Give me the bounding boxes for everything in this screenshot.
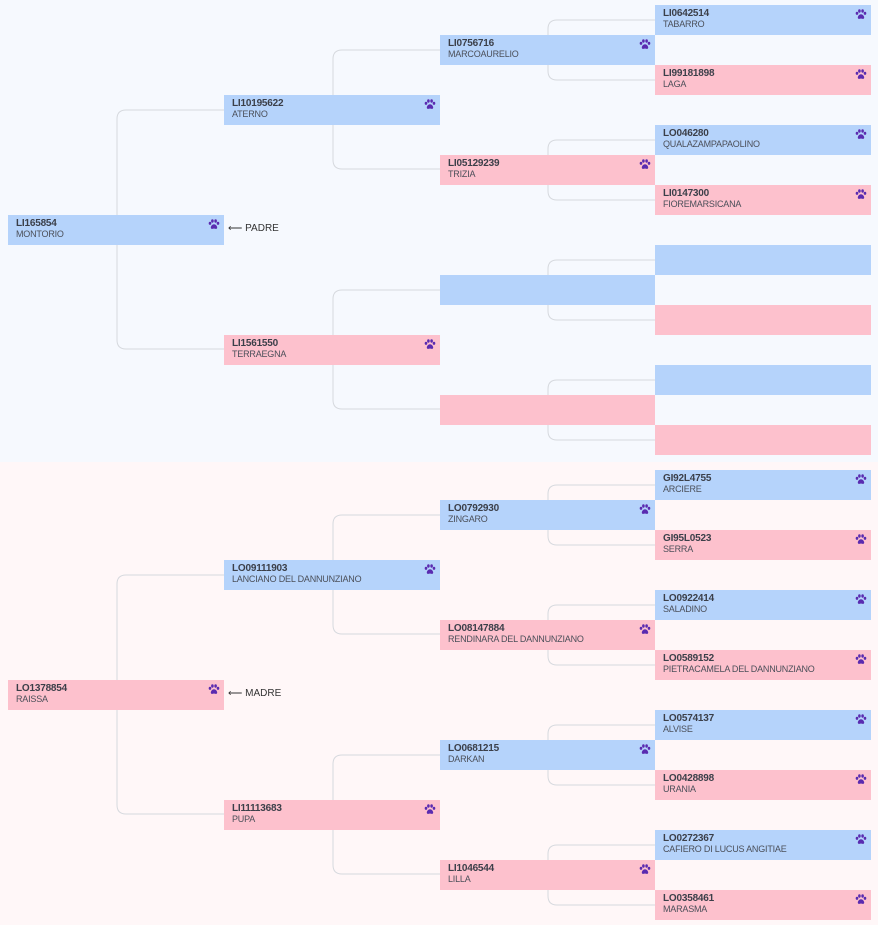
- arrow-left-icon: ⟵: [228, 688, 243, 699]
- dog-name: LAGA: [663, 79, 687, 89]
- registration-number: LI0756716: [448, 38, 495, 49]
- paw-icon[interactable]: [855, 834, 867, 845]
- pedigree-card-granddam[interactable]: [440, 860, 655, 890]
- registration-number: LI165854: [16, 218, 57, 229]
- registration-number: LO0589152: [663, 653, 715, 664]
- dog-name: RENDINARA DEL DANNUNZIANO: [448, 634, 584, 644]
- dog-name: MARCOAURELIO: [448, 49, 519, 59]
- registration-number: LO09111903: [232, 563, 288, 574]
- registration-number: LO1378854: [16, 683, 68, 694]
- dog-name: ARCIERE: [663, 484, 702, 494]
- pedigree-card-grandsire[interactable]: [440, 500, 655, 530]
- registration-number: LO0681215: [448, 743, 500, 754]
- dog-name: URANIA: [663, 784, 696, 794]
- pedigree-card-great-granddam[interactable]: [655, 65, 871, 95]
- dam-marker: [228, 688, 281, 700]
- sire-marker: [228, 223, 279, 235]
- pedigree-card-dam[interactable]: [224, 335, 440, 365]
- dog-name: LANCIANO DEL DANNUNZIANO: [232, 574, 362, 584]
- pedigree-card-great-grandsire[interactable]: [655, 470, 871, 500]
- pedigree-card-empty: [655, 305, 871, 335]
- pedigree-card-great-granddam[interactable]: [655, 650, 871, 680]
- registration-number: LO0792930: [448, 503, 500, 514]
- paw-icon[interactable]: [855, 714, 867, 725]
- pedigree-card-great-granddam[interactable]: [655, 185, 871, 215]
- paw-icon[interactable]: [208, 219, 220, 230]
- registration-number: LI0147300: [663, 188, 710, 199]
- registration-number: LI1046544: [448, 863, 495, 874]
- dog-name: PUPA: [232, 814, 256, 824]
- dog-name: TERRAEGNA: [232, 349, 287, 359]
- sire-label: PADRE: [245, 223, 279, 234]
- paw-icon[interactable]: [208, 684, 220, 695]
- registration-number: LO08147884: [448, 623, 505, 634]
- dog-name: PIETRACAMELA DEL DANNUNZIANO: [663, 664, 815, 674]
- pedigree-card-great-grandsire[interactable]: [655, 5, 871, 35]
- dog-name: LILLA: [448, 874, 471, 884]
- paw-icon[interactable]: [855, 9, 867, 20]
- pedigree-card-empty: [655, 365, 871, 395]
- paw-icon[interactable]: [639, 624, 651, 635]
- dog-name: QUALAZAMPAPAOLINO: [663, 139, 760, 149]
- paw-icon[interactable]: [639, 744, 651, 755]
- paw-icon[interactable]: [424, 804, 436, 815]
- paw-icon[interactable]: [855, 474, 867, 485]
- registration-number: LO0272367: [663, 833, 715, 844]
- dog-name: ATERNO: [232, 109, 268, 119]
- paw-icon[interactable]: [639, 39, 651, 50]
- registration-number: LO0428898: [663, 773, 715, 784]
- pedigree-card-empty: [655, 245, 871, 275]
- paw-icon[interactable]: [855, 534, 867, 545]
- registration-number: LO0358461: [663, 893, 715, 904]
- pedigree-card-empty: [655, 425, 871, 455]
- paw-icon[interactable]: [855, 69, 867, 80]
- registration-number: LI1561550: [232, 338, 279, 349]
- dog-name: MONTORIO: [16, 229, 64, 239]
- paw-icon[interactable]: [639, 864, 651, 875]
- dog-name: FIOREMARSICANA: [663, 199, 742, 209]
- registration-number: LI0642514: [663, 8, 710, 19]
- paw-icon[interactable]: [855, 894, 867, 905]
- pedigree-card-great-grandsire[interactable]: [655, 830, 871, 860]
- pedigree-card-great-granddam[interactable]: [655, 530, 871, 560]
- paw-icon[interactable]: [424, 564, 436, 575]
- registration-number: LI10195622: [232, 98, 284, 109]
- paw-icon[interactable]: [639, 504, 651, 515]
- pedigree-card-great-granddam[interactable]: [655, 770, 871, 800]
- pedigree-card-great-grandsire[interactable]: [655, 710, 871, 740]
- dam-label: MADRE: [245, 688, 282, 699]
- pedigree-card-empty: [440, 275, 655, 305]
- pedigree-card-subject-dam[interactable]: [8, 680, 224, 710]
- pedigree-card-grandsire[interactable]: [440, 740, 655, 770]
- paw-icon[interactable]: [424, 99, 436, 110]
- pedigree-card-great-granddam[interactable]: [655, 890, 871, 920]
- pedigree-card-great-grandsire[interactable]: [655, 125, 871, 155]
- dog-name: RAISSA: [16, 694, 48, 704]
- dog-name: TRIZIA: [448, 169, 476, 179]
- paw-icon[interactable]: [855, 129, 867, 140]
- pedigree-card-sire[interactable]: [224, 95, 440, 125]
- dog-name: MARASMA: [663, 904, 708, 914]
- dog-name: TABARRO: [663, 19, 705, 29]
- arrow-left-icon: ⟵: [228, 223, 243, 234]
- dog-name: SERRA: [663, 544, 694, 554]
- registration-number: LO0922414: [663, 593, 715, 604]
- pedigree-card-sire[interactable]: [224, 560, 440, 590]
- paw-icon[interactable]: [855, 654, 867, 665]
- paw-icon[interactable]: [639, 159, 651, 170]
- registration-number: LO0574137: [663, 713, 715, 724]
- dog-name: CAFIERO DI LUCUS ANGITIAE: [663, 844, 787, 854]
- pedigree-card-dam[interactable]: [224, 800, 440, 830]
- paw-icon[interactable]: [855, 594, 867, 605]
- registration-number: LI99181898: [663, 68, 715, 79]
- pedigree-card-granddam[interactable]: [440, 620, 655, 650]
- pedigree-card-empty: [440, 395, 655, 425]
- dog-name: SALADINO: [663, 604, 707, 614]
- registration-number: GI95L0523: [663, 533, 712, 544]
- pedigree-card-granddam[interactable]: [440, 155, 655, 185]
- pedigree-card-grandsire[interactable]: [440, 35, 655, 65]
- paw-icon[interactable]: [424, 339, 436, 350]
- registration-number: LI05129239: [448, 158, 500, 169]
- paw-icon[interactable]: [855, 774, 867, 785]
- paw-icon[interactable]: [855, 189, 867, 200]
- dog-name: ZINGARO: [448, 514, 488, 524]
- dog-name: DARKAN: [448, 754, 485, 764]
- pedigree-card-great-grandsire[interactable]: [655, 590, 871, 620]
- dog-name: ALVISE: [663, 724, 693, 734]
- registration-number: GI92L4755: [663, 473, 712, 484]
- registration-number: LO046280: [663, 128, 709, 139]
- pedigree-card-subject-sire[interactable]: [8, 215, 224, 245]
- registration-number: LI11113683: [232, 803, 282, 814]
